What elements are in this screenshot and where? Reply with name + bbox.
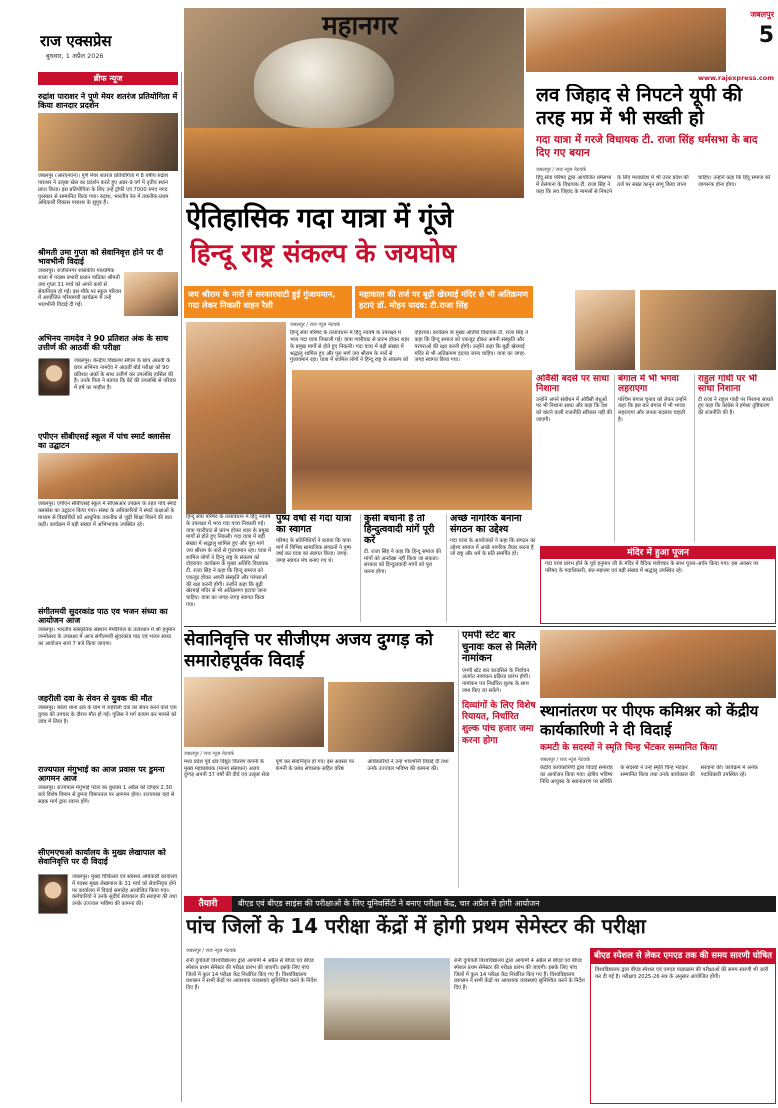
exam-schedule-box bbox=[590, 948, 776, 1104]
brief-body: जबलपुर। भारतीय सांस्कृतिक संस्थान मेमोरियल के तत्वाधान में श्री हनुमान जन्मोत्सव के उपलक्ष्य में आज संगीतमयी सुंदरकांड पाठ एवं भजन संध्या का आयोजन सायं 7 बजे किया जाएगा। bbox=[38, 627, 176, 647]
temple-title: मंदिर में हुआ पूजन bbox=[541, 547, 775, 559]
mp-bar-story bbox=[458, 630, 538, 888]
farewell-byline: जबलपुर / राज न्यूज नेटवर्क bbox=[184, 750, 234, 757]
issue-date: बुधवार, 1 अप्रैल 2026 bbox=[46, 52, 104, 60]
side-box-rahul bbox=[694, 374, 776, 542]
exam-schedule-body: विश्वविद्यालय द्वारा बीएड स्पेशल एवं एमएड पाठ्यक्रम की परीक्षाओं की समय सारणी भी जारी कर दी गई है। परीक्षाएं 2025-26 सत्र के अनुसार आयोजित होंगी। bbox=[595, 967, 769, 980]
sub-story-3 bbox=[446, 514, 538, 622]
brief-title: जहरीली दवा के सेवन से युवक की मौत bbox=[38, 694, 152, 703]
section-title: महानगर bbox=[322, 11, 398, 40]
exam-strap: बीएड एवं बीएड साइंस की परीक्षाओं के लिए यूनिवर्सिटी ने बनाए परीक्षा केंद्र, चार अप्रैल से होगी आयोजन bbox=[238, 899, 540, 908]
farewell-story bbox=[184, 630, 454, 888]
temple-body: गदा यात्रा प्रारंभ होने के पूर्व हनुमान जी के मंदिर में वैदिक मंत्रोच्चार के साथ पूजन-अर्चन किया गया। इस अवसर पर परिषद के पदाधिकारी, संत-महात्मा एवं बड़ी संख्या में श्रद्धालु उपस्थित रहे। bbox=[545, 561, 759, 574]
exam-strap-bar bbox=[184, 896, 776, 912]
lead-deck-right bbox=[355, 286, 533, 318]
sub-story-title: कुर्सी बचानी है तो हिन्दुत्ववादी मांगें पूरी करें bbox=[364, 514, 435, 546]
top-right-headline: लव जिहाद से निपटने यूपी की तरह मप्र में भी सख्ती हो bbox=[536, 84, 743, 129]
transfer-headline: स्थानांतरण पर पीएफ कमिश्नर को केंद्रीय कार्यकारिणी ने दी विदाई bbox=[540, 702, 759, 739]
transfer-byline: जबलपुर / राज न्यूज नेटवर्क bbox=[540, 756, 590, 763]
mp-bar-body: एमपी स्टेट बार काउंसिल के निर्वाचन अंतर्गत नामांकन प्रक्रिया प्रारंभ होगी। नामांकन पत्र निर्धारित शुल्क के साथ जमा किए जा सकेंगे। bbox=[462, 667, 530, 694]
brief-title: एपीएन सीबीएसई स्कूल में पांच स्मार्ट क्लासेस का उद्घाटन bbox=[38, 432, 171, 451]
lead-deck-right-text: महाकाल की तर्ज पर बूढ़ी खेरमाई मंदिर से भी अतिक्रमण हटाएं डॉ. मोहन यादव: टी.राजा सिंह bbox=[359, 289, 528, 311]
mp-bar-headline: एमपी स्टेट बार चुनावः कल से मिलेंगे नामांकन bbox=[462, 630, 537, 664]
lead-byline: जबलपुर / राज न्यूज नेटवर्क bbox=[290, 322, 340, 328]
brief-body: जबलपुर (आरएनएन)। पुणे मेयर शतरंज प्रतियोगिता में 8 वर्षीय रुद्रांश पाराशर ने उत्कृष्ट खेल का प्रदर्शन करते हुए अंडर-9 वर्ग में तृतीय स्थान प्राप्त किया। इस प्रतियोगिता के लिए उन्हें ट्रॉफी एवं 7000 रुपए नगद पुरस्कार से सम्मानित किया गया। रुद्रांश, भारतीय रेल में तकनीक-प्रथम अधिकारी विकास पाराशर के सुपुत्र हैं। bbox=[38, 173, 169, 207]
lead-deck-left bbox=[184, 286, 352, 318]
brief-body: जबलपुर। एपीएन सीबीएसई स्कूल में सीएसआर उपक्रम के तहत पांच स्मार्ट क्लासेस का उद्घाटन किया गया। संस्था के अधिकारियों ने स्मार्ट कक्षाओं के माध्यम से विद्यार्थियों को आधुनिक तकनीक से जुड़ी शिक्षा मिलने की बात कही। कार्यक्रम में बड़ी संख्या में अभिभावक उपस्थित रहे। bbox=[38, 501, 177, 528]
side-box-body: उन्होंने अपने संबोधन में ओवैसी बंधुओं पर भी निशाना साधा और कहा कि देश को बांटने वाली राजनीति स्वीकार नहीं की जाएगी। bbox=[536, 396, 612, 423]
side-box-bengal bbox=[614, 374, 690, 542]
brief-item-6 bbox=[38, 694, 178, 760]
sub-story-2 bbox=[360, 514, 442, 622]
lead-continuation-text: हिन्दू सेवा परिषद के तत्वावधान में हिंदू नववर्ष के उपलक्ष्य में भव्य गदा यात्रा निकाली गई। यात्रा ग्वारीघाट से प्रारंभ होकर शहर के प्रमुख मार्गों से होते हुए निकली। गदा यात्रा में बड़ी संख्या में श्रद्धालु शामिल हुए और पूरा मार्ग जय श्रीराम के नारों से गुंजायमान रहा। यात्रा में शामिल लोगों ने हिन्दू राष्ट्र के संकल्प को दोहराया। कार्यक्रम के मुख्य अतिथि विधायक टी. राजा सिंह ने कहा कि हिन्दू समाज को एकजुट होकर अपनी संस्कृति और परंपराओं की रक्षा करनी होगी। उन्होंने कहा कि बूढ़ी खेरमाई मंदिर से भी अतिक्रमण हटाया जाना चाहिए। यात्रा का जगह-जगह स्वागत किया गया। bbox=[186, 514, 272, 608]
brief-news-column bbox=[38, 72, 178, 1108]
farewell-headline: सेवानिवृत्ति पर सीजीएम अजय दुग्गड़ को समारोहपूर्वक विदाई bbox=[184, 630, 433, 672]
brief-item-7 bbox=[38, 765, 178, 843]
top-right-byline: जबलपुर / राज न्यूज नेटवर्क bbox=[536, 166, 586, 173]
brief-title: श्रीमती उमा गुप्ता को सेवानिवृत्त होने पर दी भावभीनी विदाई bbox=[38, 248, 164, 267]
side-box-body: पश्चिम बंगाल चुनाव को लेकर उन्होंने कहा कि इस बार बंगाल में भी भगवा लहराएगा और जनता बदलाव चाहती है। bbox=[618, 396, 687, 423]
sub-story-body: परिषद के प्रतिनिधियों ने बताया कि यात्रा मार्ग में विभिन्न सामाजिक संगठनों ने पुष्प वर्षा कर यात्रा का स्वागत किया। जगह-जगह स्वागत मंच बनाए गए थे। bbox=[276, 537, 352, 565]
side-box-title: बंगाल में भी भगवा लहराएगा bbox=[618, 374, 679, 395]
brief-item-5 bbox=[38, 607, 178, 689]
lead-deck-left-text: जय श्रीराम के नारों से सरकारघाटी हुई गुंजायमान, गदा लेकर निकली वाहन रैली bbox=[188, 289, 336, 311]
top-right-deck: गदा यात्रा में गरजे विधायक टी. राजा सिंह धर्मसभा के बाद दिए गए बयान bbox=[536, 133, 758, 160]
brief-title: रुद्रांश पाराशर ने पुणे मेयर शतरंज प्रतियोगिता में किया शानदार प्रदर्शन bbox=[38, 92, 178, 111]
brief-body: जबलपुर। बरेला थाना क्षेत्र के ग्राम में जहरीली दवा का सेवन करने वाले एक युवक की उपचार के दौरान मौत हो गई। पुलिस ने मर्ग कायम कर मामले को जांच में लिया है। bbox=[38, 705, 177, 725]
brief-photo bbox=[38, 113, 178, 171]
sub-story-1 bbox=[276, 514, 356, 622]
brief-item-2 bbox=[38, 248, 178, 328]
exam-body-left: रानी दुर्गावती विश्वविद्यालय द्वारा आगामी 4 अप्रैल से बीएड एवं बीएड स्पेशल प्रथम सेमेस्टर की परीक्षा प्रारंभ की जाएगी। इसके लिए पांच जिलों में कुल 14 परीक्षा केंद्र निर्धारित किए गए हैं। विश्वविद्यालय प्रशासन ने सभी केंद्रों पर आवश्यक व्यवस्थाएं सुनिश्चित करने के निर्देश दिए हैं। bbox=[186, 958, 317, 991]
portrait-leader bbox=[640, 290, 776, 370]
crowd-photo bbox=[292, 370, 532, 510]
exam-photo bbox=[324, 958, 450, 1040]
website: www.rajexpress.com bbox=[697, 74, 774, 82]
lead-procession-photo bbox=[186, 322, 286, 514]
exam-story bbox=[186, 948, 586, 1104]
brief-title: सीएमएचओ कार्यालय के मुख्य लेखापाल को सेवानिवृत्ति पर दी विदाई bbox=[38, 848, 166, 867]
sub-story-title: अच्छे नागरिक बनाना संगठन का उद्देश्य bbox=[450, 514, 522, 535]
gada-illustration bbox=[254, 38, 394, 128]
farewell-photo bbox=[184, 677, 324, 747]
city-label: जबलपुर bbox=[750, 10, 774, 19]
horizontal-divider bbox=[184, 626, 776, 627]
column-divider bbox=[181, 72, 182, 1102]
brief-item-1 bbox=[38, 92, 178, 244]
brief-item-8 bbox=[38, 848, 178, 1108]
transfer-photo bbox=[540, 630, 776, 698]
brief-title: राज्यपाल मंगुभाई का आज प्रवास पर डुमना आगमन आज bbox=[38, 765, 165, 784]
side-box-body: टी राजा ने राहुल गांधी पर निशाना साधते हुए कहा कि कांग्रेस ने हमेशा तुष्टिकरण की राजनीति की है। bbox=[698, 396, 773, 417]
exam-headline: पांच जिलों के 14 परीक्षा केंद्रों में होगी प्रथम सेमेस्टर की परीक्षा bbox=[186, 914, 646, 938]
portrait-t-raja-singh bbox=[575, 290, 635, 370]
side-box-title: राहुल गांधी पर भी साधा निशाना bbox=[698, 374, 758, 395]
transfer-story bbox=[540, 702, 776, 888]
lead-image-small bbox=[186, 322, 286, 514]
exam-byline: जबलपुर / राज न्यूज नेटवर्क bbox=[186, 948, 236, 954]
crowd-band bbox=[184, 128, 524, 198]
brief-photo bbox=[38, 453, 178, 499]
lead-subheadline: हिन्दू राष्ट्र संकल्प के जयघोष bbox=[190, 239, 457, 269]
exam-schedule-title: बीएड स्पेशल से लेकर एमएड तक की समय सारणी घोषित bbox=[591, 949, 775, 964]
brief-news-label: ब्रीफ न्यूज bbox=[38, 72, 178, 85]
page-number: 5 bbox=[758, 23, 774, 48]
transfer-body: केंद्रीय कार्यकारिणी द्वारा विदाई समारोह का आयोजन किया गया। क्षेत्रीय भविष्य निधि आयुक्त के स्थानांतरण पर समिति के सदस्यों ने उन्हें स्मृति चिन्ह भेंटकर सम्मानित किया तथा उनके कार्यकाल की सराहना की। कार्यक्रम में अनेक पदाधिकारी उपस्थित रहे। bbox=[540, 765, 758, 785]
top-right-story bbox=[536, 84, 774, 284]
brief-photo bbox=[124, 272, 178, 316]
exam-kicker: तैयारी bbox=[184, 896, 232, 912]
lead-headline: ऐतिहासिक गदा यात्रा में गूंजे bbox=[186, 203, 453, 234]
lead-continuation bbox=[186, 514, 272, 622]
temple-box bbox=[540, 546, 776, 624]
top-right-body: हिंदू सेवा परिषद द्वारा आयोजित धर्मसभा में तेलंगाना के विधायक टी. राजा सिंह ने कहा कि लव जिहाद के मामलों से निपटने के लिए मध्यप्रदेश में भी उत्तर प्रदेश की तर्ज पर सख्त कानून लागू किया जाना चाहिए। उन्होंने कहा कि हिंदू समाज को जागरूक होना होगा। bbox=[536, 175, 771, 195]
brief-item-4 bbox=[38, 432, 178, 602]
exam-body-right: रानी दुर्गावती विश्वविद्यालय द्वारा आगामी 4 अप्रैल से बीएड एवं बीएड स्पेशल प्रथम सेमेस्टर की परीक्षा प्रारंभ की जाएगी। इसके लिए पांच जिलों में कुल 14 परीक्षा केंद्र निर्धारित किए गए हैं। विश्वविद्यालय प्रशासन ने सभी केंद्रों पर आवश्यक व्यवस्थाएं सुनिश्चित करने के निर्देश दिए हैं। bbox=[454, 958, 585, 991]
sub-story-body: गदा यात्रा के आयोजकों ने कहा कि संगठन का उद्देश्य समाज में अच्छे नागरिक तैयार करना है जो राष्ट्र और धर्म के प्रति समर्पित हों। bbox=[450, 537, 536, 558]
mp-bar-pullquote: दिव्यांगों के लिए विशेष रियायत, निर्धारित शुल्क पांच हजार जमा करना होगा bbox=[462, 700, 536, 746]
side-box-owaisi bbox=[536, 374, 612, 542]
brand-logo: राज एक्सप्रेस bbox=[40, 32, 112, 50]
brief-title: संगीतमयी सुदरकांड पाठ एव भजन संध्या का आयोजन आज bbox=[38, 607, 168, 626]
brief-photo bbox=[38, 874, 68, 914]
brief-body: जबलपुर। मुख्य चिकित्सा एवं स्वास्थ्य अधिकारी कार्यालय में पदस्थ मुख्य लेखापाल के 31 मार्च को सेवानिवृत्त होने पर कार्यालय में विदाई समारोह आयोजित किया गया। कर्मचारियों ने उनके सुदीर्घ सेवाकाल की सराहना की तथा उनके उज्ज्वल भविष्य की कामना की। bbox=[72, 874, 178, 907]
brief-body: जबलपुर। राज्यपाल मंगुभाई पटेल का बुधवार 1 अप्रैल को दोपहर 2.30 बजे विशेष विमान से डुमना विमानतल पर आगमन होगा। राज्यपाल यहां से सड़क मार्ग द्वारा रवाना होंगे। bbox=[38, 785, 175, 805]
farewell-body: मध्य प्रदेश पूर्व क्षेत्र विद्युत वितरण कंपनी के मुख्य महाप्रबंधक (मानव संसाधन) अजय दुग्गड़ अपनी 37 वर्षों की दीर्घ एवं उत्कृष्ट सेवा पूर्ण कर सेवानिवृत्त हो गए। इस अवसर पर कंपनी के प्रबंध संचालक सहित वरिष्ठ अधिकारियों ने उन्हें भावभीनी विदाई दी तथा उनके उज्ज्वल भविष्य की कामना की। bbox=[184, 758, 449, 779]
brief-title: अभिनय नामदेव ने 90 प्रतिशत अंक के साथ उत्तीर्ण की आठवीं की परीक्षा bbox=[38, 334, 169, 353]
brief-photo bbox=[38, 358, 70, 396]
top-right-photo bbox=[526, 8, 726, 72]
farewell-photo-2 bbox=[328, 682, 454, 752]
sub-story-body: टी. राजा सिंह ने कहा कि हिन्दू समाज की मांगों को अनदेखा नहीं किया जा सकता। सरकार को हिन्दुत्ववादी मांगों को पूरा करना होगा। bbox=[364, 548, 441, 576]
brief-item-3 bbox=[38, 334, 178, 426]
sub-story-title: पुष्प वर्षा से गदा यात्रा का स्वागत bbox=[276, 514, 352, 535]
transfer-deck: कमटी के सदस्यों ने स्मृति चिन्ह भेंटकर सम्मानित किया bbox=[540, 742, 718, 753]
brief-body: जबलपुर। राजीवनगर शासकीय माध्यमिक शाला में पदस्थ प्रभारी प्रधान पाठिका श्रीमती उमा गुप्ता 31 मार्च को अपने कार्य से सेवानिवृत्त हो गईं। इस मौके पर स्कूल परिवार में आयोजित गरिमामयी कार्यक्रम में उन्हें भावभीनी विदाई दी गई। bbox=[38, 268, 122, 309]
lead-body: हिन्दू सेवा परिषद के तत्वावधान में हिंदू नववर्ष के उपलक्ष्य में भव्य गदा यात्रा निकाली गई। यात्रा ग्वारीघाट से प्रारंभ होकर शहर के प्रमुख मार्गों से होते हुए निकली। गदा यात्रा में बड़ी संख्या में श्रद्धालु शामिल हुए और पूरा मार्ग जय श्रीराम के नारों से गुंजायमान रहा। यात्रा में शामिल लोगों ने हिन्दू राष्ट्र के संकल्प को दोहराया। कार्यक्रम के मुख्य अतिथि विधायक टी. राजा सिंह ने कहा कि हिन्दू समाज को एकजुट होकर अपनी संस्कृति और परंपराओं की रक्षा करनी होगी। उन्होंने कहा कि बूढ़ी खेरमाई मंदिर से भी अतिक्रमण हटाया जाना चाहिए। यात्रा का जगह-जगह स्वागत किया गया। bbox=[290, 330, 528, 364]
brief-body: जबलपुर। केन्द्रीय विद्यालय सीएम के छात्र आठवीं के छात्र अभिनय नामदेव ने आठवीं बोर्ड परीक्षा को 90 प्रतिशत अंकों के साथ उत्तीर्ण कर उपलब्धि हासिल की है। उनके पिता ने बताया कि बेटे की उपलब्धि से परिवार में हर्ष का माहौल है। bbox=[74, 358, 176, 391]
side-box-title: ओवैसी बदर्स पर साधा निशाना bbox=[536, 374, 610, 395]
